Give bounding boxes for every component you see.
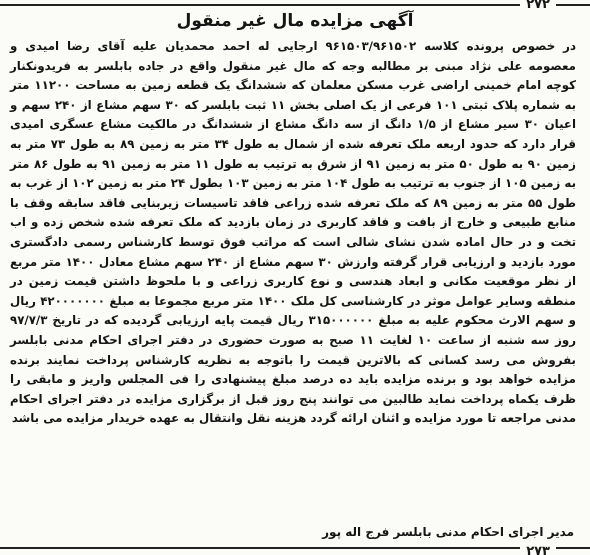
bottom-divider xyxy=(0,547,590,549)
notice-signature: مدیر اجرای احکام مدنی بابلسر فرج اله پور xyxy=(322,525,574,539)
notice-title: آگهی مزایده مال غیر منقول xyxy=(176,11,414,31)
top-page-number: ۲۷۲ xyxy=(520,0,556,12)
bottom-page-number: ۲۷۳ xyxy=(520,544,556,555)
notice-body: در خصوص پرونده کلاسه ۹۶۱۵۰۳/۹۶۱۵۰۲ ارجایی له احمد محمدیان علیه آقای رضا امیدی و معصومه علی نژاد مبنی بر مطالبه وجه که مال غیر منقول واقع در جاده بابلسر به فریدونکنار کوچه امام خمینی اراضی غرب مسکن معلمان که ششدانگ یک قطعه زمین به مساحت ۱۱۲۰۰ متر به شماره پلاک ثبتی ۱۰۱ فرعی از یک اصلی بخش ۱۱ ثبت بابلسر که ۳۰ سهم مشاع از ۲۴۰ سهم و اعیان ۳۰ سیر مشاع از ۱/۵ دانگ از سه دانگ مشاع از ششدانگ در مالکیت مشاع عسگری امیدی قرار دارد که حدود اربعه ملک تعرفه شده از شمال به طول ۳۴ متر به زمین ۸۹ به طول ۷۳ متر به زمین ۹۰ به طول ۵۰ متر به زمین ۹۱ از شرق به ترتیب به طول ۱۱ متر به زمین ۹۱ به طول ۸۶ متر به زمین ۱۰۵ از جنوب به ترتیب به طول ۱۰۴ متر به زمین ۱۰۳ بطول ۲۴ متر به زمین ۱۰۲ از غرب به طول ۵۵ متر به زمین ۸۹ که ملک تعرفه شده زراعی فاقد تاسیسات زیربنایی فاقد سابقه وقف با منابع طبیعی و خارج از بافت و فاقد کاربری در زمان بازدید که ملک تعرفه شده شخص زده و اب تخت و در حال اماده شدن نشای شالی است که مراتب فوق توسط کارشناس رسمی دادگستری مورد بازدید و ارزیابی قرار گرفته وارزش ۳۰ سهم مشاع از ۲۴۰ سهم مشاع معادل ۱۴۰۰ متر مربع از نظر موقعیت مکانی و ابعاد هندسی و نوع کاربری زراعی و با ملحوظ داشتن قیمت زمین در منطقه وسایر عوامل موثر در کارشناسی کل ملک ۱۴۰۰ متر مربع مجموعا به مبلغ ۴۲۰۰۰۰۰۰۰ ریال و سهم الارث محکوم علیه به مبلغ ۳۱۵۰۰۰۰۰۰ ریال قیمت پایه ارزیابی گردیده که در تاریخ ۹۷/۷/۳ روز سه شنبه از ساعت ۱۰ لغایت ۱۱ صبح به صورت حضوری در دفتر اجرای احکام مدنی بابلسر بفروش می رسد کسانی که بالاترین قیمت را باتوجه به نظریه کارشناس پرداخت نمایند برنده مزایده خواهد بود و برنده مزایده باید ده درصد مبلغ پیشنهادی را فی المجلس واریز و مابقی را ظرف یکماه پرداخت نماید طالبین می توانند پنج روز قبل از برگزاری مزایده در دفتر اجرای احکام مدنی مراجعه تا مورد مزایده و اثنان ارائه گردد هزینه نقل وانتقال به عهده خریدار مزایده می باشد xyxy=(10,39,577,426)
top-divider xyxy=(0,4,590,6)
